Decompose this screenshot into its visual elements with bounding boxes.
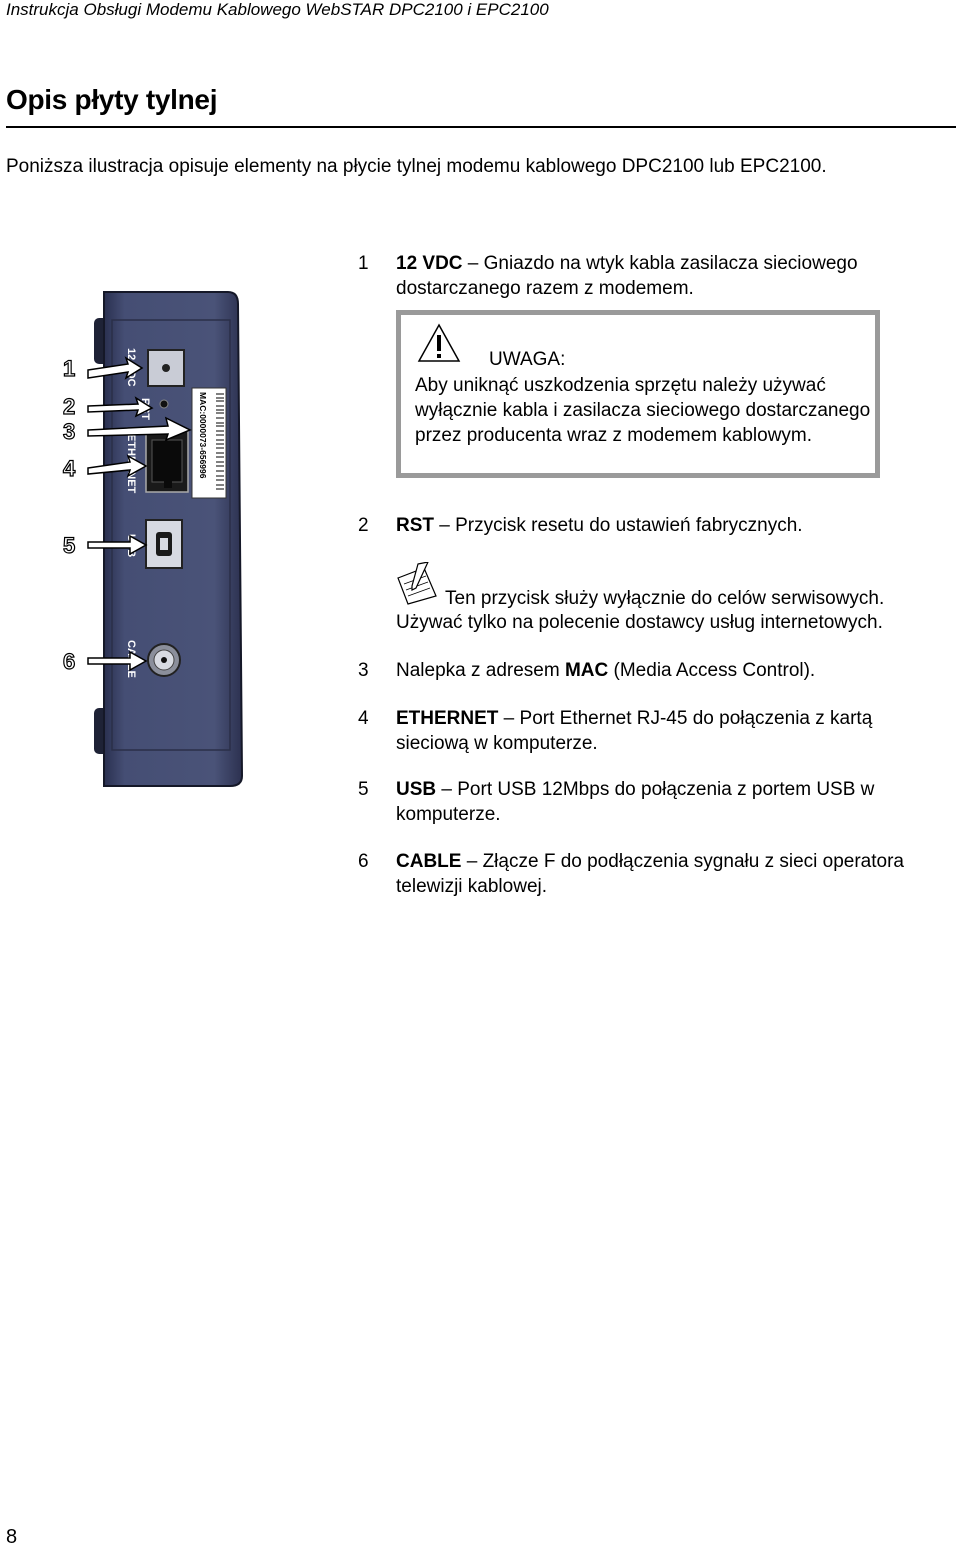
note-line-2: Używać tylko na polecenie dostawcy usług internetowych. xyxy=(396,612,883,633)
item-description: (Media Access Control). xyxy=(608,660,816,681)
item-term: CABLE xyxy=(396,851,462,872)
callout-number-4: 4 xyxy=(63,456,76,481)
item-description: Gniazdo na wtyk kabla zasilacza sieciowego dostarczanego razem z modemem. xyxy=(396,253,858,299)
cable-f-connector-pin xyxy=(161,657,167,663)
item-number: 5 xyxy=(358,779,369,800)
item-number: 3 xyxy=(358,660,369,681)
item-text xyxy=(396,658,946,683)
page-title: Opis płyty tylnej xyxy=(6,84,218,115)
callout-number-5: 5 xyxy=(63,533,76,558)
item-description: Port Ethernet RJ-45 do połączenia z kartą sieciową w komputerze. xyxy=(396,708,873,754)
title-divider xyxy=(6,126,956,128)
item-dash: – xyxy=(436,779,458,800)
item-text xyxy=(396,513,946,538)
running-header: Instrukcja Obsługi Modemu Kablowego WebSTAR DPC2100 i EPC2100 xyxy=(6,0,549,19)
callout-number-3: 3 xyxy=(63,419,76,444)
item-text xyxy=(396,777,946,827)
item-text xyxy=(396,849,946,899)
item-description: Przycisk resetu do ustawień fabrycznych. xyxy=(455,515,803,536)
item-description: Port USB 12Mbps do połączenia z portem USB w komputerze. xyxy=(396,779,875,825)
item-number: 6 xyxy=(358,851,369,872)
item-text xyxy=(396,251,946,301)
item-text xyxy=(396,706,946,756)
page-number: 8 xyxy=(6,1526,18,1548)
item-dash: – xyxy=(434,515,456,536)
item-dash: – xyxy=(498,708,520,729)
item-number: 4 xyxy=(358,708,369,729)
item-term: MAC xyxy=(564,660,609,681)
reset-button-hole xyxy=(160,400,168,408)
item-number: 1 xyxy=(358,253,369,274)
callout-number-1: 1 xyxy=(63,356,76,381)
power-jack-pin xyxy=(162,364,170,372)
callout-number-2: 2 xyxy=(63,394,76,419)
usb-port-tongue xyxy=(160,538,168,550)
mac-sticker xyxy=(192,388,226,498)
note-line-1: Ten przycisk służy wyłącznie do celów serwisowych. xyxy=(445,588,885,609)
item-term: RST xyxy=(396,515,434,536)
ethernet-port-inner xyxy=(152,440,182,482)
item-term: USB xyxy=(396,779,437,800)
warning-body: Aby uniknąć uszkodzenia sprzętu należy używać wyłącznie kabla i zasilacza sieciowego dostarczanego przez producenta wraz z modemem kablowym. xyxy=(415,375,871,446)
mac-sticker-text: MAC:0000073-656996 xyxy=(198,392,208,479)
warning-triangle-icon xyxy=(417,323,461,363)
ethernet-latch xyxy=(164,480,172,488)
item-description: Złącze F do podłączenia sygnału z sieci operatora telewizji kablowej. xyxy=(396,851,904,897)
modem-rear-panel-figure xyxy=(60,290,250,790)
item-dash: – xyxy=(462,253,484,274)
callout-number-6: 6 xyxy=(63,649,76,674)
item-term: ETHERNET xyxy=(396,708,499,729)
item-prefix: Nalepka z adresem xyxy=(396,660,565,681)
item-dash: – xyxy=(461,851,483,872)
item-number: 2 xyxy=(358,515,369,536)
warning-title: UWAGA: xyxy=(489,349,566,370)
intro-text: Poniższa ilustracja opisuje elementy na płycie tylnej modemu kablowego DPC2100 lub EPC2100. xyxy=(6,156,827,177)
item-term: 12 VDC xyxy=(396,253,463,274)
warning-box xyxy=(396,310,880,478)
note-pencil-icon xyxy=(394,562,440,606)
